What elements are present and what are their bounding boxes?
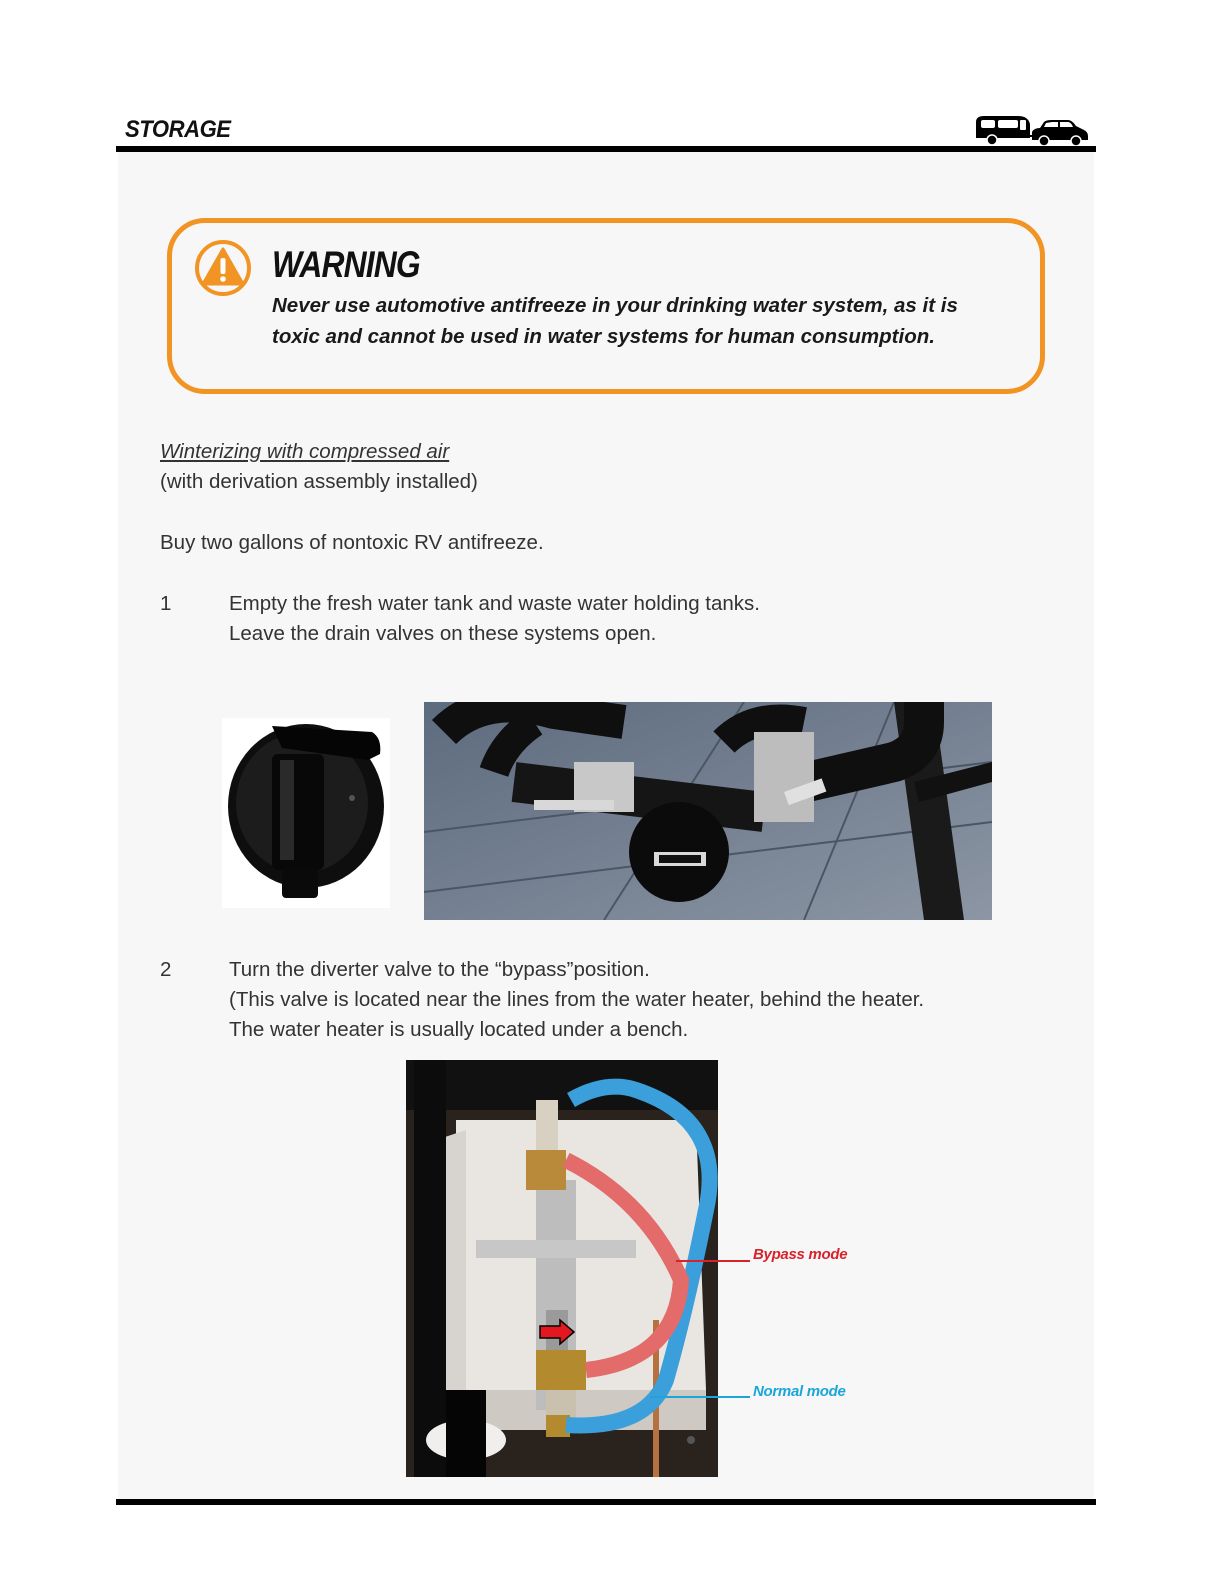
normal-mode-label: Normal mode [753, 1383, 846, 1400]
step-text: Leave the drain valves on these systems open. [229, 622, 657, 645]
step-text: Empty the fresh water tank and waste water holding tanks. [229, 592, 760, 615]
step-number: 1 [160, 592, 172, 615]
step-text: Turn the diverter valve to the “bypass”position. [229, 958, 650, 981]
warning-triangle-icon [193, 238, 253, 298]
section-title: Winterizing with compressed air [160, 440, 450, 463]
page-title: STORAGE [125, 116, 231, 143]
waste-tank-valves-photo [424, 702, 992, 920]
step-number: 2 [160, 958, 172, 981]
rv-trailer-and-car-icon [972, 110, 1090, 150]
step-text: The water heater is usually located under a bench. [229, 1018, 689, 1041]
warning-line: Never use automotive antifreeze in your drinking water system, as it is [272, 294, 958, 317]
bypass-mode-label: Bypass mode [753, 1246, 848, 1263]
section-subtitle: (with derivation assembly installed) [160, 470, 478, 493]
drain-valve-image [222, 718, 390, 908]
step-text: (This valve is located near the lines from the water heater, behind the heater. [229, 988, 925, 1011]
intro-paragraph: Buy two gallons of nontoxic RV antifreeze. [160, 531, 544, 554]
footer-divider [116, 1499, 1096, 1505]
warning-text [272, 290, 1012, 352]
warning-title: WARNING [272, 244, 420, 285]
warning-line: toxic and cannot be used in water systems for human consumption. [272, 325, 935, 348]
